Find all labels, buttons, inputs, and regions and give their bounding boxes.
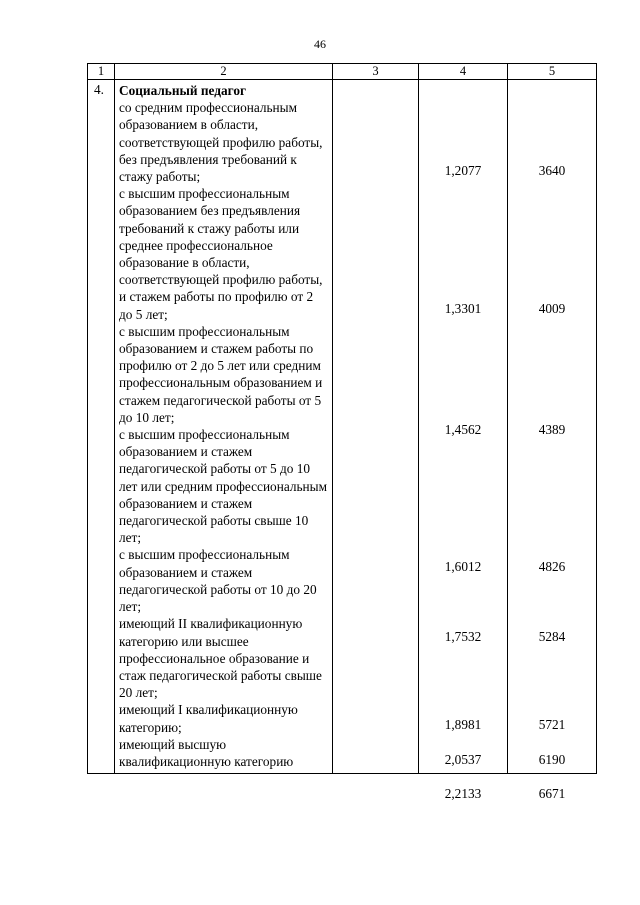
coefficient-value: 1,7532 — [444, 629, 482, 644]
amount-cell — [508, 80, 597, 801]
header-cell-1: 1 — [88, 64, 115, 80]
coefficient-cell — [419, 80, 508, 801]
requirement-8: имеющий высшую квалификационную категорию — [119, 736, 294, 769]
position-description — [115, 80, 333, 774]
column-3-cell — [333, 80, 419, 774]
salary-table — [87, 63, 597, 801]
page-number: 46 — [314, 37, 326, 51]
coefficient-value: 2,2133 — [444, 786, 482, 801]
row-number: 4. — [88, 80, 115, 774]
amount-value: 5721 — [538, 717, 566, 732]
table-row — [88, 80, 597, 774]
requirement-2: с высшим профессиональным образованием без предъявления требований к стажу работы или среднее профессиональное образование в области, соответствующей профилю работы, и стажем работы по профилю от 2 до 5 лет; — [119, 186, 323, 322]
amount-value: 6671 — [538, 786, 566, 801]
coefficient-value: 1,6012 — [444, 559, 482, 574]
amount-value: 4826 — [538, 559, 566, 574]
coefficient-value: 1,2077 — [444, 163, 482, 178]
coefficient-value: 1,3301 — [444, 301, 482, 316]
header-cell-5: 5 — [508, 64, 597, 80]
table-header-row — [88, 64, 597, 80]
requirement-3: с высшим профессиональным образованием и стажем работы по профилю от 2 до 5 лет или средним профессиональным образованием и стажем педагогической работы от 5 до 10 лет; — [119, 323, 323, 425]
coefficient-value: 2,0537 — [444, 752, 482, 767]
amount-value: 3640 — [538, 163, 566, 178]
requirement-4: с высшим профессиональным образованием и стажем педагогической работы от 5 до 10 лет или средним профессиональным образованием и стажем педагогической работы свыше 10 лет; — [119, 427, 328, 546]
amount-value: 4009 — [538, 301, 566, 316]
requirement-5: с высшим профессиональным образованием и стажем педагогической работы от 10 до 20 лет; — [119, 547, 317, 615]
amount-value: 5284 — [538, 629, 566, 644]
header-cell-3: 3 — [333, 64, 419, 80]
coefficient-value: 1,8981 — [444, 717, 482, 732]
amount-value: 6190 — [538, 752, 566, 767]
requirement-1: со средним профессиональным образованием в области, соответствующей профилю работы, без предъявления требований к стажу работы; — [119, 100, 323, 185]
header-cell-2: 2 — [115, 64, 333, 80]
position-title: Социальный педагог — [119, 83, 247, 98]
coefficient-value: 1,4562 — [444, 422, 482, 437]
requirement-6: имеющий II квалификационную категорию или высшее профессиональное образование и стаж педагогической работы свыше 20 лет; — [119, 616, 322, 701]
requirement-7: имеющий I квалификационную категорию; — [119, 702, 298, 735]
header-cell-4: 4 — [419, 64, 508, 80]
amount-value: 4389 — [538, 422, 566, 437]
